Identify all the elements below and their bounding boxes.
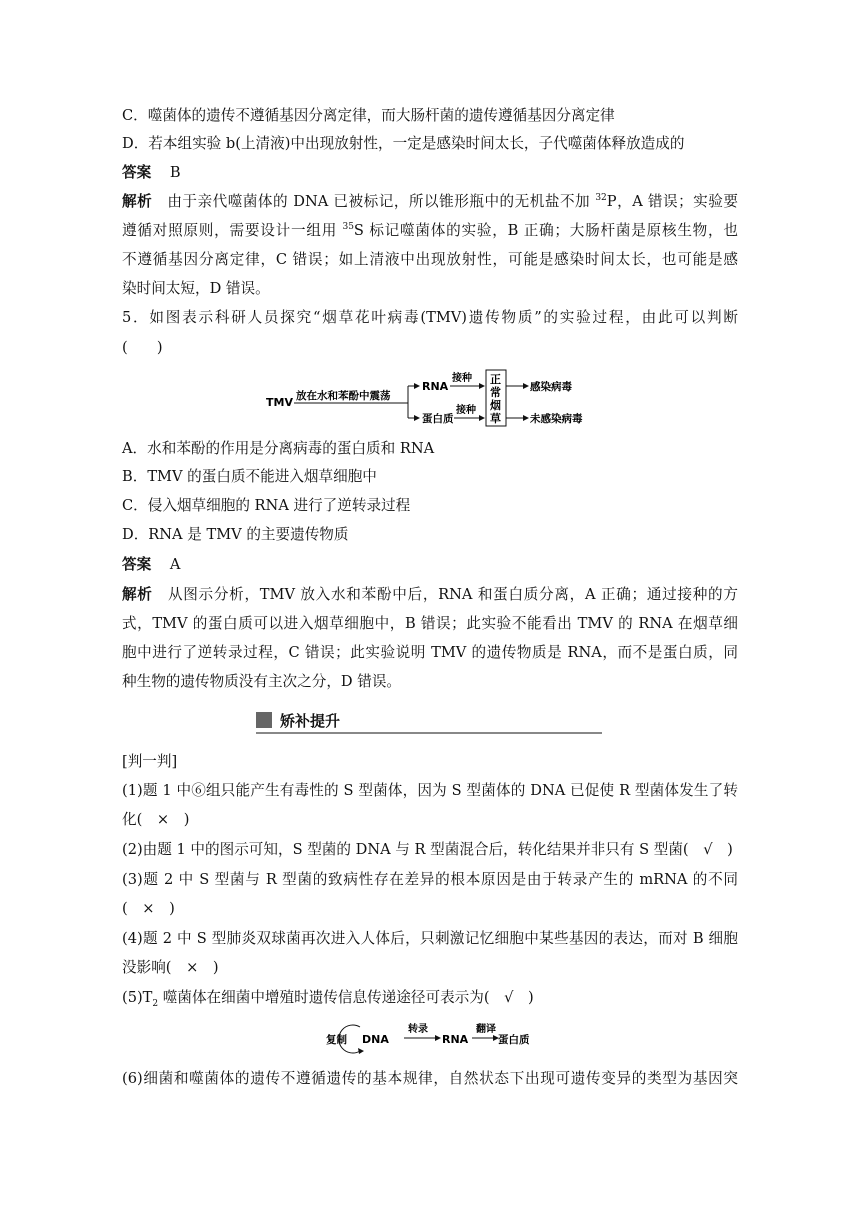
judge-2: (2)由题 1 中的图示可知，S 型菌的 DNA 与 R 型菌混合后，转化结果并非只有 S 型菌( √ ) [122,841,733,858]
diagram-arrowhead [414,415,420,421]
q4-analysis-line-3: 不遵循基因分离定律，C 错误；如上清液中出现放射性，可能是感染时间太长，也可能是感 [122,251,738,268]
flow-replicate: 复制 [326,1034,347,1046]
diagram-tobacco-char: 常 [490,386,501,399]
flow-dna: DNA [362,1033,389,1046]
analysis-text: 由于亲代噬菌体的 DNA 已被标记，所以锥形瓶中的无机盐不加 [167,193,596,210]
q5-analysis-line-2: 式，TMV 的蛋白质可以进入烟草细胞中，B 错误；此实验不能看出 TMV 的 RNA 在烟草细 [122,615,738,632]
judge-4-line-2: 没影响( × ) [122,959,219,976]
diagram-tmv: TMV [266,396,293,409]
flow-transcribe: 转录 [408,1024,428,1035]
diagram-inoculate-top: 接种 [452,373,472,384]
diagram-protein: 蛋白质 [422,413,454,425]
section-subhead: [判一判] [122,753,178,770]
diagram-shake-label: 放在水和苯酚中震荡 [296,390,391,402]
subscript: 2 [152,998,159,1009]
diagram-tobacco-char: 烟 [490,399,501,412]
judge-1-line-1: (1)题 1 中⑥组只能产生有毒性的 S 型菌体，因为 S 型菌体的 DNA 已促使 R 型菌体发生了转 [122,782,738,799]
diagram-tobacco-char: 草 [490,412,501,425]
section-heading [256,710,602,734]
judge-1-line-2: 化( × ) [122,811,190,828]
diagram-arrowhead [523,415,529,421]
information-flow-diagram [324,1018,536,1058]
analysis-text: 从图示分析，TMV 放入水和苯酚中后，RNA 和蛋白质分离，A 正确；通过接种的方 [167,586,738,603]
analysis-label: 解析 [122,586,153,603]
superscript: 32 [595,193,607,204]
diagram-arrowhead [414,383,420,389]
answer-value: B [169,164,181,181]
judge-4-line-1: (4)题 2 中 S 型肺炎双球菌再次进入人体后，只刺激记忆细胞中某些基因的表达，而对 B 细胞 [122,930,738,947]
q5-analysis-line-3: 胞中进行了逆转录过程，C 错误；此实验说明 TMV 的遗传物质是 RNA，而不是蛋白质，同 [122,644,738,661]
analysis-text: P，A 错误；实验要 [606,193,738,210]
analysis-text: S 标记噬菌体的实验，B 正确；大肠杆菌是原核生物，也 [353,222,738,239]
diagram-tobacco-char: 正 [490,373,501,386]
judge-5 [122,988,534,1008]
analysis-text: 遵循对照原则，需要设计一组用 [122,222,343,239]
q4-analysis-line-1 [122,192,738,212]
q5-answer [122,555,180,575]
flow-translate: 翻译 [476,1024,496,1035]
diagram-arrowhead [358,1048,364,1054]
diagram-arrowhead [479,383,485,389]
flow-protein: 蛋白质 [498,1034,530,1046]
answer-value: A [169,556,181,573]
answer-label: 答案 [122,164,152,181]
flow-rna: RNA [442,1033,469,1046]
q5-analysis-line-4: 种生物的遗传物质没有主次之分，D 错误。 [122,673,402,690]
section-rule [256,732,602,734]
diagram-arrowhead [479,415,485,421]
q5-option-d: D．RNA 是 TMV 的主要遗传物质 [122,526,349,543]
answer-label: 答案 [122,556,152,573]
analysis-label: 解析 [122,193,153,210]
judge-5-text: (5)T [122,989,153,1006]
diagram-arrowhead [435,1035,441,1041]
q5-option-b: B．TMV 的蛋白质不能进入烟草细胞中 [122,468,377,485]
q5-analysis-line-1 [122,585,738,605]
judge-5-text: 噬菌体在细菌中增殖时遗传信息传递途径可表示为( √ ) [158,989,534,1006]
diagram-arrowhead [523,383,529,389]
judge-3-line-1: (3)题 2 中 S 型菌与 R 型菌的致病性存在差异的根本原因是由于转录产生的 mRNA 的不同 [122,871,738,888]
tmv-experiment-diagram [262,368,592,430]
diagram-infected: 感染病毒 [530,381,572,393]
q5-option-a: A．水和苯酚的作用是分离病毒的蛋白质和 RNA [122,440,435,457]
section-title: 矫补提升 [280,712,341,730]
superscript: 35 [342,222,354,233]
q4-analysis-line-4: 染时间太短，D 错误。 [122,280,270,297]
diagram-rna: RNA [422,380,449,393]
q4-answer [122,163,181,183]
q4-analysis-line-2 [122,221,738,241]
q4-option-c: C．噬菌体的遗传不遵循基因分离定律，而大肠杆菌的遗传遵循基因分离定律 [122,107,615,124]
q5-option-c: C．侵入烟草细胞的 RNA 进行了逆转录过程 [122,497,411,514]
q5-stem-line-2: ( ) [122,339,163,356]
q5-stem-line-1: 5．如图表示科研人员探究“烟草花叶病毒(TMV)遗传物质”的实验过程，由此可以判断 [122,309,738,326]
judge-6-line-1: (6)细菌和噬菌体的遗传不遵循遗传的基本规律，自然状态下出现可遗传变异的类型为基因突 [122,1070,738,1087]
diagram-inoculate-bottom: 接种 [456,405,476,416]
q4-option-d: D．若本组实验 b(上清液)中出现放射性，一定是感染时间太长，子代噬菌体释放造成的 [122,135,685,152]
judge-3-line-2: ( × ) [122,900,175,917]
diagram-not-infected: 未感染病毒 [530,413,583,425]
section-marker-icon [256,712,272,728]
